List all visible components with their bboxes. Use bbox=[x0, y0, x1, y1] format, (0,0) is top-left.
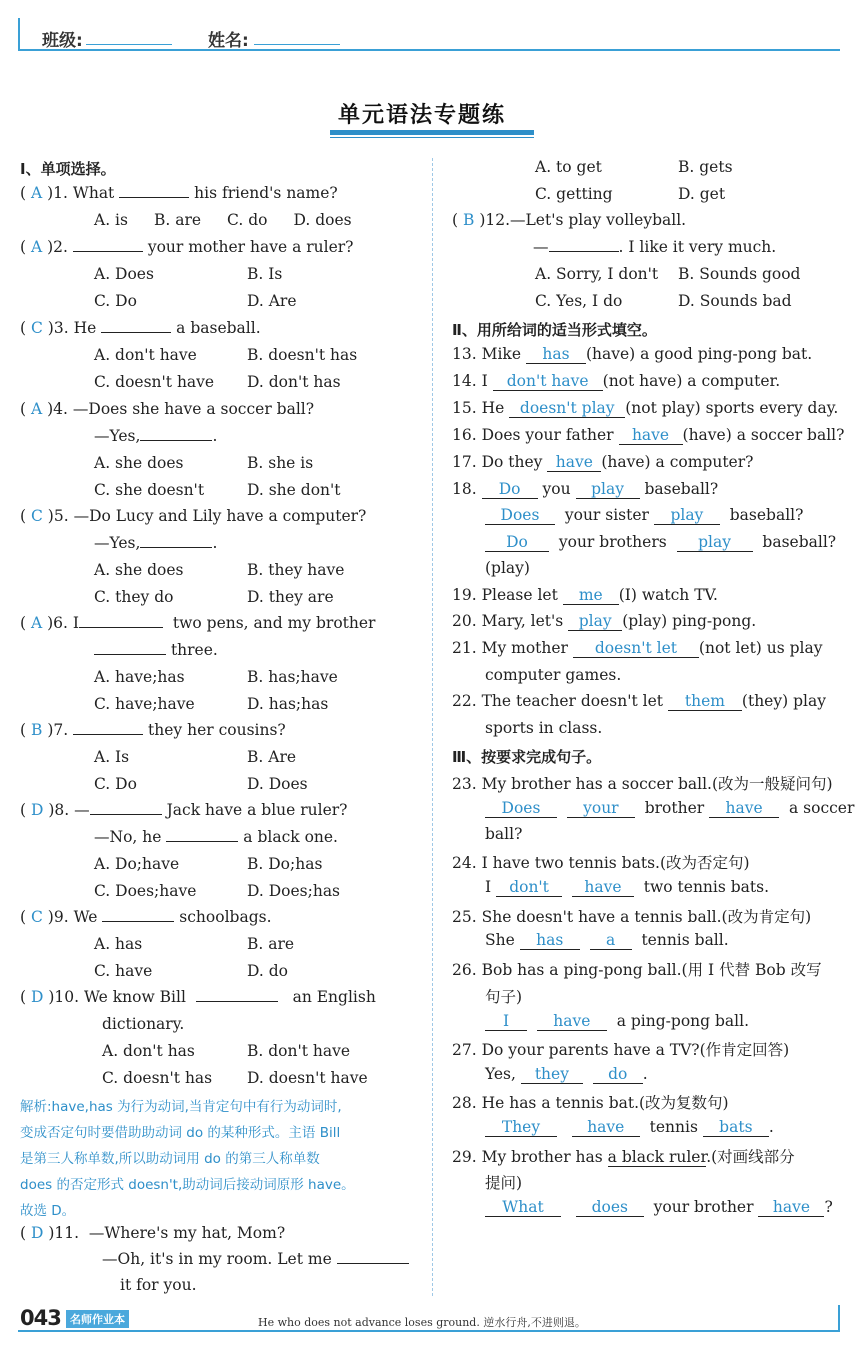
fill-17: 17. Do they have (have) a computer? bbox=[452, 453, 754, 471]
question-5: ( C )5. —Do Lucy and Lily have a computer? bbox=[20, 507, 367, 525]
sentence-28-answer: They have tennis bats . bbox=[485, 1118, 774, 1137]
q8-opt-b: B. Do;has bbox=[247, 855, 323, 873]
q9-opt-a: A. has bbox=[94, 935, 143, 953]
title-underline-thin bbox=[330, 137, 534, 138]
sentence-27: 27. Do your parents have a TV?(作肯定回答) bbox=[452, 1041, 790, 1059]
q6-opt-d: D. has;has bbox=[247, 695, 329, 713]
q2-opt-c: C. Do bbox=[94, 292, 137, 310]
q6-opt-a: A. have;has bbox=[94, 668, 185, 686]
sentence-23: 23. My brother has a soccer ball.(改为一般疑问句) bbox=[452, 775, 833, 793]
q12-opt-d: D. Sounds bad bbox=[678, 292, 792, 310]
question-10: ( D )10. We know Bill an English bbox=[20, 988, 376, 1006]
q5-reply: —Yes, . bbox=[94, 534, 218, 552]
question-3: ( C )3. He a baseball. bbox=[20, 319, 261, 337]
sentence-27-answer: Yes, they do . bbox=[485, 1065, 648, 1083]
q3-opt-b: B. doesn't has bbox=[247, 346, 358, 364]
fill-14: 14. I don't have (not have) a computer. bbox=[452, 372, 781, 390]
fill-20: 20. Mary, let's play (play) ping-pong. bbox=[452, 612, 757, 630]
q12-opt-b: B. Sounds good bbox=[678, 265, 801, 283]
q4-reply: —Yes, . bbox=[94, 427, 218, 445]
question-11: ( D )11. —Where's my hat, Mom? bbox=[20, 1224, 286, 1242]
q4-opt-b: B. she is bbox=[247, 454, 314, 472]
q11-line2: —Oh, it's in my room. Let me bbox=[102, 1250, 409, 1268]
question-1: ( A )1. What his friend's name? bbox=[20, 184, 338, 202]
footer-corner bbox=[838, 1305, 840, 1332]
q5-opt-b: B. they have bbox=[247, 561, 345, 579]
question-6: ( A )6. I two pens, and my brother bbox=[20, 614, 376, 632]
q5-opt-d: D. they are bbox=[247, 588, 334, 606]
q5-opt-c: C. they do bbox=[94, 588, 174, 606]
q8-opt-a: A. Do;have bbox=[94, 855, 180, 873]
name-label: 姓名: bbox=[208, 31, 249, 51]
q10-opt-a: A. don't has bbox=[102, 1042, 195, 1060]
analysis-line-1: 解析:have,has 为行为动词,当肯定句中有行为动词时, bbox=[20, 1099, 342, 1115]
q2-opt-b: B. Is bbox=[247, 265, 283, 283]
sentence-26-line2: 句子) bbox=[485, 988, 523, 1006]
q7-opt-b: B. Are bbox=[247, 748, 297, 766]
title-underline bbox=[330, 130, 534, 135]
class-label: 班级: bbox=[42, 31, 83, 51]
sentence-26: 26. Bob has a ping-pong ball.(用 I 代替 Bob 改写 bbox=[452, 961, 822, 979]
q9-opt-b: B. are bbox=[247, 935, 295, 953]
footer-quote: He who does not advance loses ground. 逆水行舟,不进则退。 bbox=[258, 1316, 586, 1329]
q6-line2: three. bbox=[94, 641, 218, 659]
q10-opt-c: C. doesn't has bbox=[102, 1069, 213, 1087]
question-4: ( A )4. —Does she have a soccer ball? bbox=[20, 400, 315, 418]
sentence-23-answer: Does your brother have a soccer bbox=[485, 799, 854, 818]
column-divider bbox=[432, 158, 433, 1296]
q11-opt-b: B. gets bbox=[678, 158, 733, 176]
q12-opt-c: C. Yes, I do bbox=[535, 292, 623, 310]
fill-16: 16. Does your father have (have) a soccer ball? bbox=[452, 426, 845, 444]
q6-opt-b: B. has;have bbox=[247, 668, 338, 686]
fill-22: 22. The teacher doesn't let them (they) play bbox=[452, 692, 826, 710]
fill-15: 15. He doesn't play (not play) sports every day. bbox=[452, 399, 839, 417]
fill-18-line4: (play) bbox=[485, 559, 530, 577]
section-1-heading: Ⅰ、单项选择。 bbox=[20, 160, 116, 178]
q12-line2: — . I like it very much. bbox=[533, 238, 777, 256]
q8-opt-d: D. Does;has bbox=[247, 882, 341, 900]
q3-opt-a: A. don't have bbox=[94, 346, 197, 364]
sentence-23-line3: ball? bbox=[485, 825, 523, 843]
section-2-heading: Ⅱ、用所给词的适当形式填空。 bbox=[452, 321, 657, 339]
fill-18-line1: 18. Do you play baseball? bbox=[452, 480, 719, 498]
q11-line3: it for you. bbox=[120, 1276, 197, 1294]
question-8: ( D )8. — Jack have a blue ruler? bbox=[20, 801, 348, 819]
q1-options: A. is B. are C. do D. does bbox=[94, 211, 352, 229]
name-field[interactable] bbox=[254, 44, 340, 45]
class-field[interactable] bbox=[86, 44, 172, 45]
q8-reply: —No, he a black one. bbox=[94, 828, 338, 846]
q10-opt-d: D. doesn't have bbox=[247, 1069, 368, 1087]
question-7: ( B )7. they her cousins? bbox=[20, 721, 286, 739]
q3-opt-c: C. doesn't have bbox=[94, 373, 215, 391]
fill-19: 19. Please let me (I) watch TV. bbox=[452, 586, 718, 604]
analysis-line-2: 变成否定句时要借助助动词 do 的某种形式。主语 Bill bbox=[20, 1125, 341, 1141]
sentence-25-answer: She has a tennis ball. bbox=[485, 931, 729, 949]
sentence-29-line2: 提问) bbox=[485, 1174, 523, 1192]
question-2: ( A )2. your mother have a ruler? bbox=[20, 238, 354, 256]
sentence-26-answer: I have a ping-pong ball. bbox=[485, 1012, 749, 1031]
sentence-24-answer: I don't have two tennis bats. bbox=[485, 878, 770, 896]
q7-opt-a: A. Is bbox=[94, 748, 130, 766]
q11-opt-d: D. get bbox=[678, 185, 726, 203]
sentence-29: 29. My brother has a black ruler.(对画线部分 bbox=[452, 1148, 795, 1166]
sentence-29-answer: What does your brother have ? bbox=[485, 1198, 833, 1217]
sentence-25: 25. She doesn't have a tennis ball.(改为肯定句) bbox=[452, 908, 812, 926]
sentence-28: 28. He has a tennis bat.(改为复数句) bbox=[452, 1094, 729, 1112]
q7-opt-c: C. Do bbox=[94, 775, 137, 793]
q2-opt-d: D. Are bbox=[247, 292, 297, 310]
underlined-phrase: a black ruler bbox=[607, 1148, 707, 1166]
q11-opt-c: C. getting bbox=[535, 185, 613, 203]
fill-13: 13. Mike has (have) a good ping-pong bat. bbox=[452, 345, 813, 363]
fill-18-line3: Do your brothers play baseball? bbox=[485, 533, 836, 552]
page-title: 单元语法专题练 bbox=[338, 103, 507, 128]
brand-badge: 名师作业本 bbox=[66, 1310, 129, 1328]
q6-opt-c: C. have;have bbox=[94, 695, 195, 713]
q2-options-ab: A. Does bbox=[94, 265, 154, 283]
footer-line bbox=[18, 1330, 840, 1332]
sentence-24: 24. I have two tennis bats.(改为否定句) bbox=[452, 854, 750, 872]
q5-opt-a: A. she does bbox=[94, 561, 184, 579]
q11-opt-a: A. to get bbox=[535, 158, 602, 176]
analysis-line-4: does 的否定形式 doesn't,助动词后接动词原形 have。 bbox=[20, 1177, 355, 1193]
q4-opt-d: D. she don't bbox=[247, 481, 341, 499]
q10-opt-b: B. don't have bbox=[247, 1042, 351, 1060]
fill-21: 21. My mother doesn't let (not let) us play bbox=[452, 639, 823, 657]
q3-opt-d: D. don't has bbox=[247, 373, 341, 391]
q4-opt-a: A. she does bbox=[94, 454, 184, 472]
page-number: 043 bbox=[20, 1306, 61, 1330]
fill-22-line2: sports in class. bbox=[485, 719, 603, 737]
analysis-line-5: 故选 D。 bbox=[20, 1203, 76, 1219]
q1-answer: A bbox=[30, 184, 43, 202]
q8-opt-c: C. Does;have bbox=[94, 882, 197, 900]
q9-opt-c: C. have bbox=[94, 962, 153, 980]
header-bar bbox=[18, 49, 840, 51]
fill-18-line2: Does your sister play baseball? bbox=[485, 506, 803, 525]
q10-line2: dictionary. bbox=[102, 1015, 185, 1033]
question-9: ( C )9. We schoolbags. bbox=[20, 908, 272, 926]
q12-opt-a: A. Sorry, I don't bbox=[535, 265, 659, 283]
q4-opt-c: C. she doesn't bbox=[94, 481, 205, 499]
q9-opt-d: D. do bbox=[247, 962, 288, 980]
analysis-line-3: 是第三人称单数,所以助动词用 do 的第三人称单数 bbox=[20, 1151, 320, 1167]
section-3-heading: Ⅲ、按要求完成句子。 bbox=[452, 748, 602, 766]
question-12: ( B )12.—Let's play volleyball. bbox=[452, 211, 687, 229]
q7-opt-d: D. Does bbox=[247, 775, 308, 793]
fill-21-line2: computer games. bbox=[485, 666, 622, 684]
header-corner bbox=[18, 18, 20, 51]
